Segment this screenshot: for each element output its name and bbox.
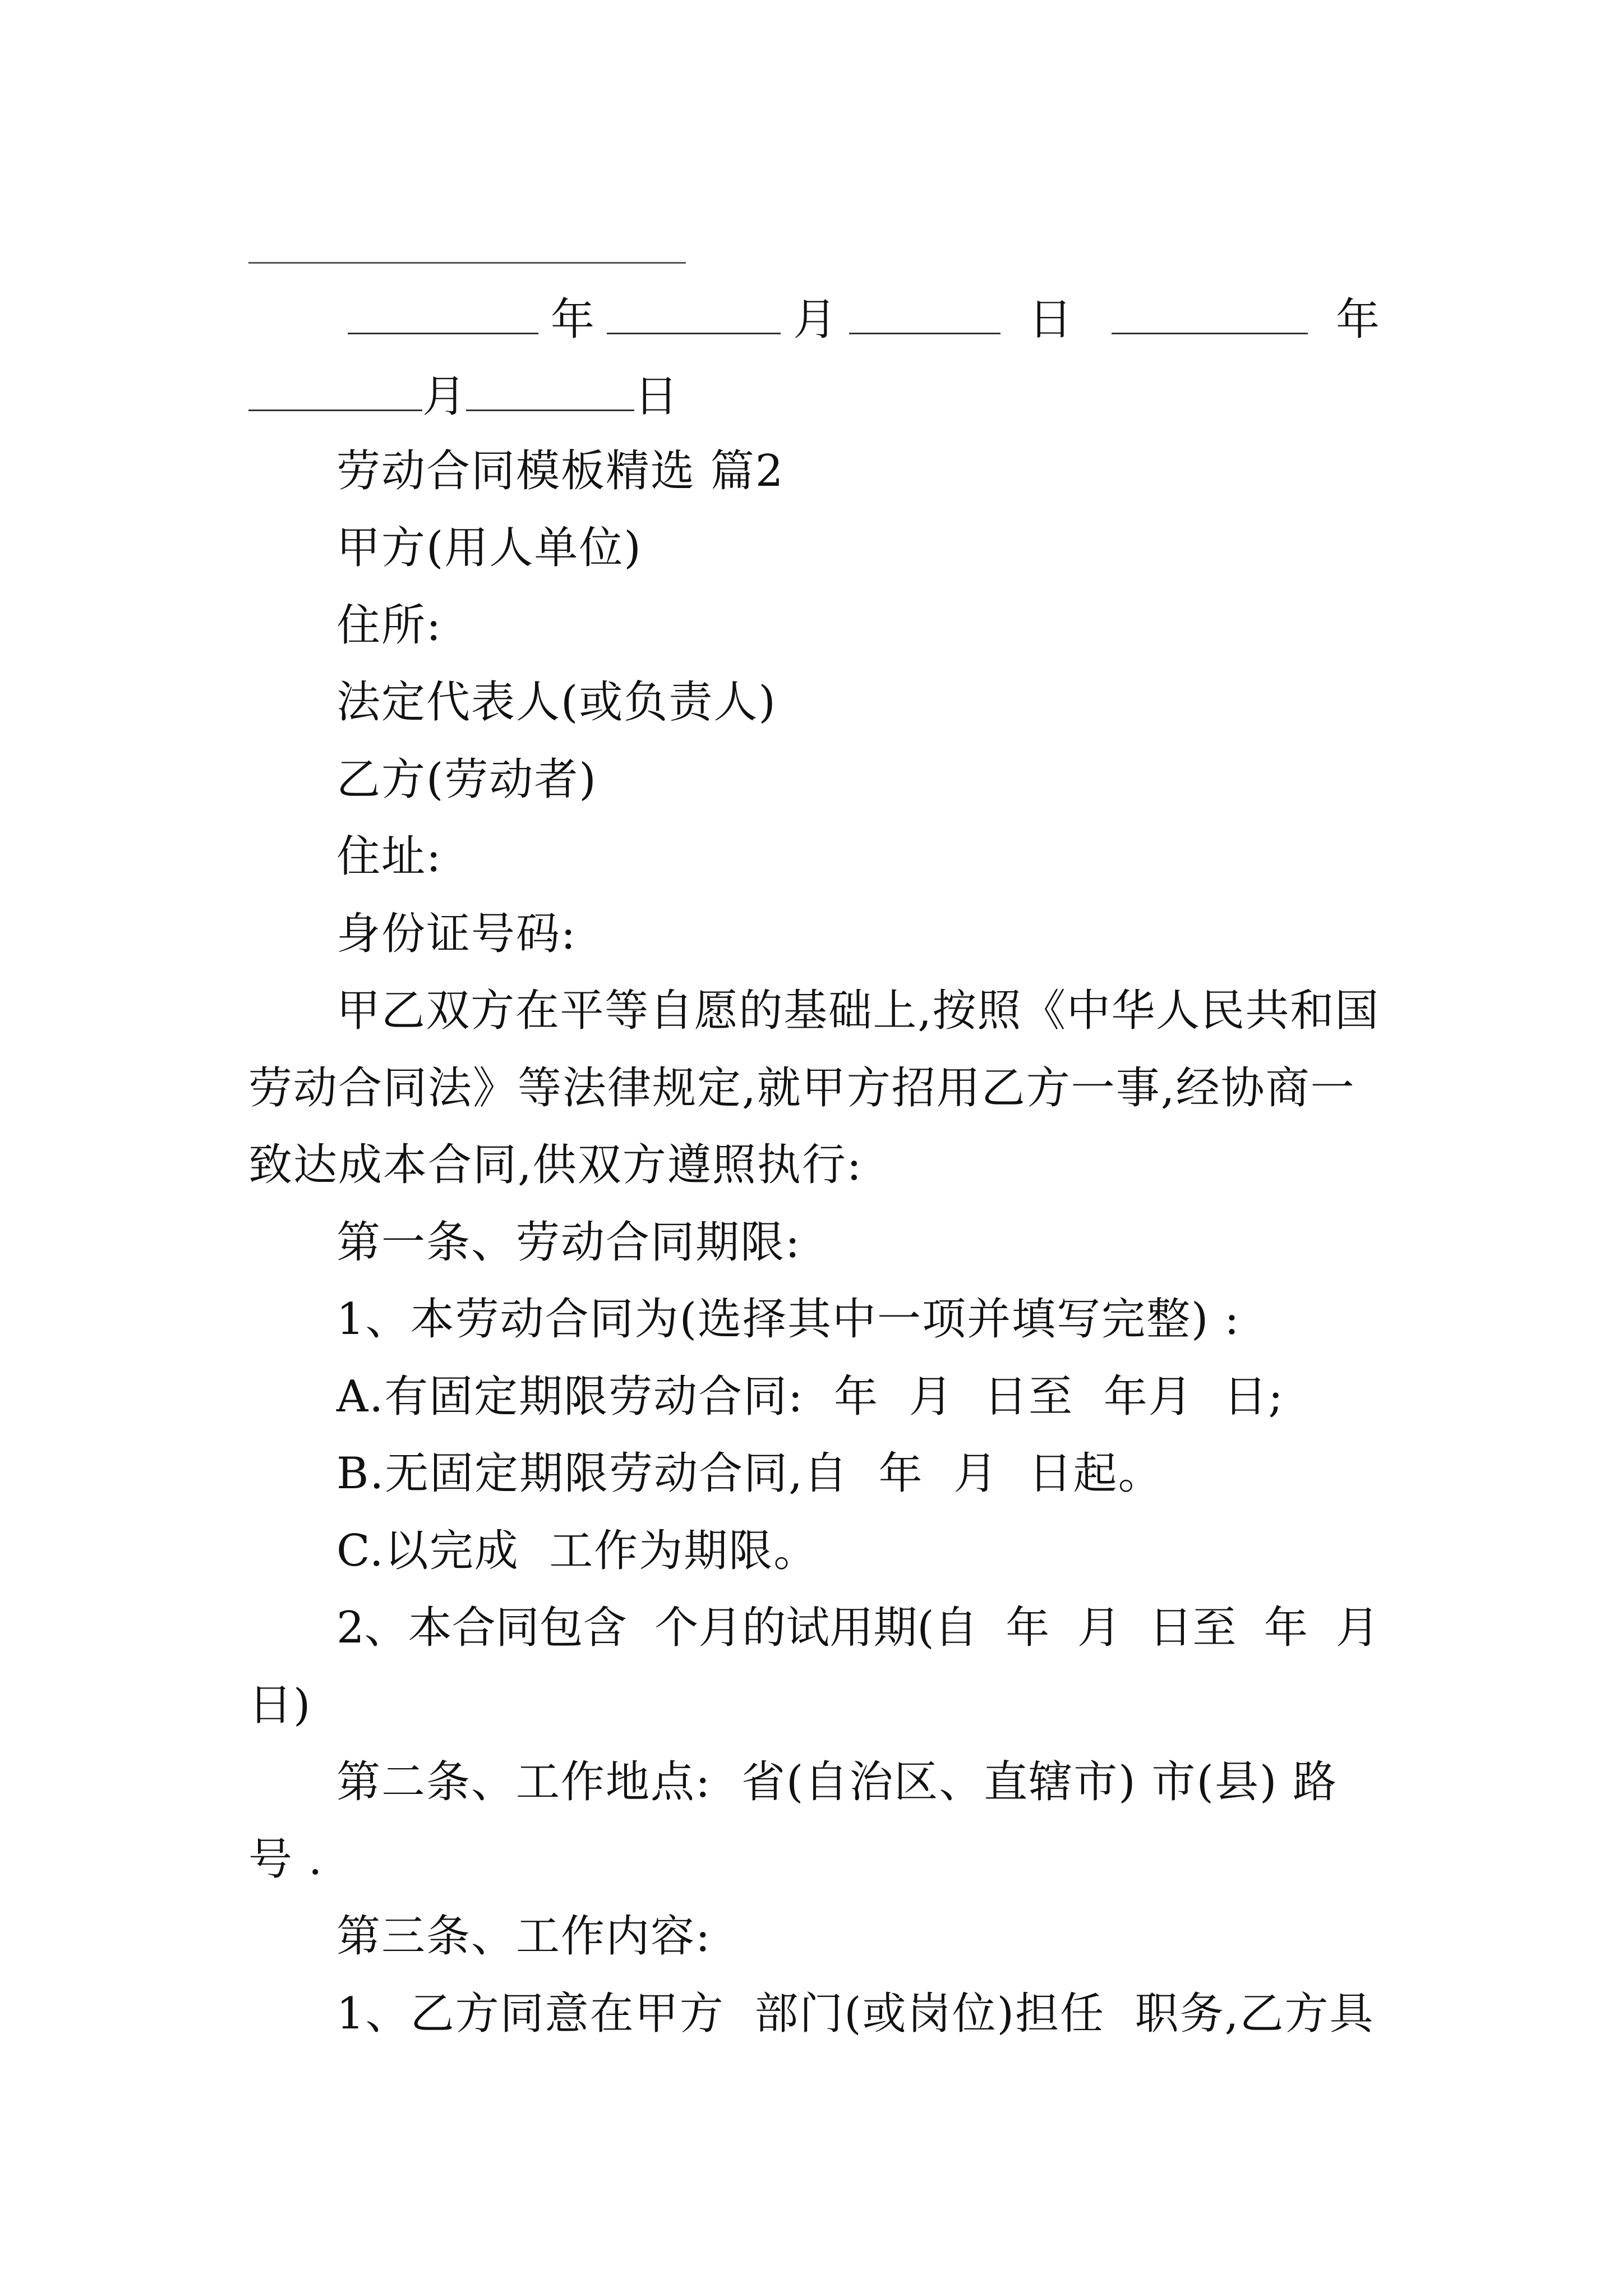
preamble-line-3: 致达成本合同,供双方遵照执行: (248, 1140, 863, 1190)
month-label-2: 月 (422, 371, 467, 422)
day-label-2: 日 (634, 371, 679, 422)
year-blank-2[interactable] (1112, 299, 1308, 334)
day-blank-2[interactable] (466, 376, 634, 411)
month-blank-2[interactable] (248, 376, 422, 411)
legal-representative-label: 法定代表人(或负责人) (336, 677, 777, 728)
article-1-option-c: C.以完成 工作为期限。 (336, 1526, 819, 1576)
article-1-option-b: B.无固定期限劳动合同,自 年 月 日起。 (336, 1448, 1163, 1499)
preamble-line-2: 劳动合同法》等法律规定,就甲方招用乙方一事,经协商一 (248, 1063, 1355, 1114)
party-a-address-label: 住所: (336, 600, 442, 651)
date-row-1 (348, 292, 1380, 348)
section-title: 劳动合同模板精选 篇2 (336, 446, 785, 496)
month-blank-1[interactable] (607, 299, 781, 334)
article-1-title: 第一条、劳动合同期限: (336, 1217, 801, 1268)
id-number-label: 身份证号码: (336, 909, 577, 959)
article-3-item-1: 1、乙方同意在甲方 部门(或岗位)担任 职务,乙方具 (336, 1989, 1375, 2039)
party-a-label: 甲方(用人单位) (336, 523, 642, 573)
article-1-item-2-line-2: 日) (248, 1680, 312, 1731)
top-divider-line (248, 262, 686, 264)
article-1-item-1: 1、本劳动合同为(选择其中一项并填写完整) : (336, 1294, 1241, 1345)
article-3-title: 第三条、工作内容: (336, 1911, 712, 1962)
month-label-1: 月 (793, 295, 837, 345)
day-blank-1[interactable] (849, 299, 1000, 334)
year-label-1: 年 (551, 295, 595, 345)
article-1-item-2-line-1: 2、本合同包含 个月的试用期(自 年 月 日至 年 月 (336, 1603, 1380, 1653)
year-label-2: 年 (1336, 295, 1380, 345)
date-row-2 (248, 369, 678, 425)
article-1-option-a: A.有固定期限劳动合同: 年 月 日至 年月 日; (336, 1372, 1284, 1422)
article-2-line-2: 号 . (248, 1834, 324, 1885)
article-2-line-1: 第二条、工作地点: 省(自治区、直辖市) 市(县) 路 (336, 1757, 1338, 1807)
day-label-1: 日 (1029, 295, 1073, 345)
preamble-line-1: 甲乙双方在平等自愿的基础上,按照《中华人民共和国 (336, 986, 1380, 1036)
party-b-address-label: 住址: (336, 831, 442, 882)
year-blank-1[interactable] (348, 299, 538, 334)
party-b-label: 乙方(劳动者) (336, 754, 597, 805)
